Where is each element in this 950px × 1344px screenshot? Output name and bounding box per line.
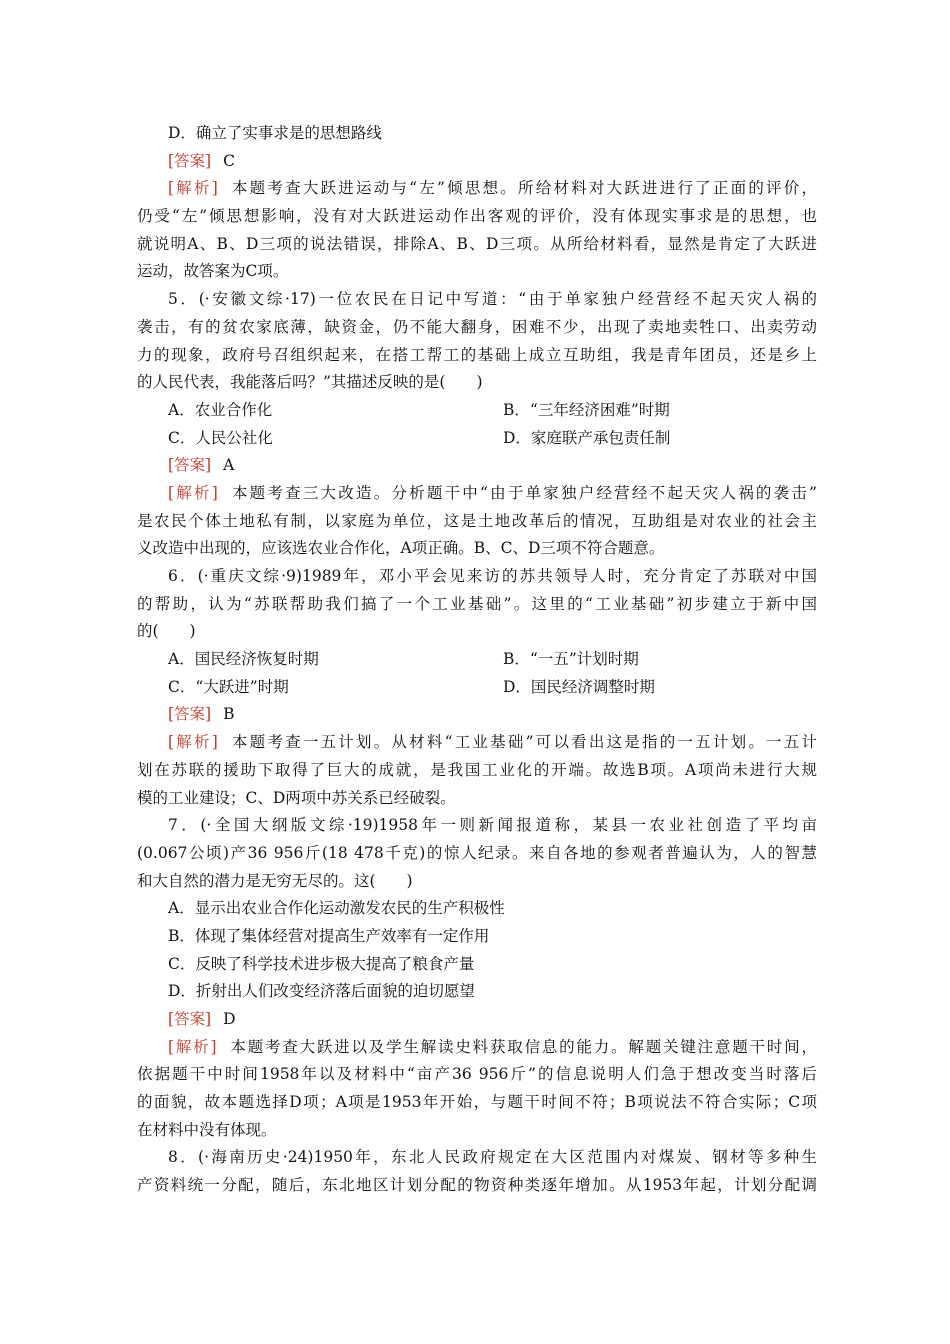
answer-tag: [答案] [168, 151, 212, 170]
analysis-tag: [解析] [168, 1037, 217, 1056]
q4-analysis-line-4: 运动，故答案为C项。 [137, 262, 289, 281]
q5-analysis-line-1: [解析] 本题考查三大改造。分析题干中“由于单家独户经营经不起天灾人祸的袭击” [168, 483, 817, 502]
q5-option-d: D．家庭联产承包责任制 [503, 428, 671, 447]
analysis-tag: [解析] [168, 483, 218, 502]
answer-value: C [223, 151, 235, 170]
q5-stem-line-1: 5．(·安徽文综·17)一位农民在日记中写道：“由于单家独户经营经不起天灾人祸的 [168, 290, 817, 309]
q6-stem-line-1: 6．(·重庆文综·9)1989年，邓小平会见来访的苏共领导人时，充分肯定了苏联对中国 [168, 567, 817, 585]
q4-analysis-line-3: 就说明A、B、D三项的说法错误，排除A、B、D三项。从所给材料看，显然是肯定了大跃进 [137, 234, 817, 253]
q6-option-c: C．“大跃进”时期 [168, 677, 289, 696]
q5-options-row-1 [137, 397, 817, 425]
q5-option-a: A．农业合作化 [168, 400, 273, 419]
q5-option-b: B．“三年经济困难”时期 [503, 400, 670, 419]
analysis-tag: [解析] [168, 179, 218, 198]
q6-stem-line-3: 的( ) [137, 622, 196, 641]
q6-options-row-1 [137, 646, 817, 674]
q7-stem-line-2: (0.067公顷)产36 956斤(18 478千克)的惊人纪录。来自各地的参观者普遍认为，人的智慧 [137, 843, 817, 862]
q7-analysis-line-3: 的面貌，故本题选择D项；A项是1953年开始，与题干时间不符；B项说法不符合实际；C项 [137, 1093, 817, 1112]
q5-stem-line-2: 袭击，有的贫农家底薄，缺资金，仍不能大翻身，困难不少，出现了卖地卖牲口、出卖劳动 [137, 317, 817, 336]
q7-option-c: C．反映了科学技术进步极大提高了粮食产量 [168, 954, 475, 973]
answer-tag: [答案] [168, 1010, 212, 1028]
q6-options-row-2 [137, 674, 817, 702]
q5-options-row-2 [137, 425, 817, 453]
q6-analysis-line-3: 模的工业建设；C、D两项中苏关系已经破裂。 [137, 788, 456, 807]
q5-analysis-line-2: 是农民个体土地私有制，以家庭为单位，这是土地改革后的情况，互助组是对农业的社会主 [137, 511, 817, 530]
answer-tag: [答案] [168, 456, 212, 475]
q7-analysis-line-2: 依据题干中时间1958年以及材料中“亩产36 956斤”的信息说明人们急于想改变当时落后 [137, 1065, 817, 1084]
q6-option-d: D．国民经济调整时期 [503, 677, 655, 696]
answer-value: D [223, 1010, 236, 1028]
answer-value: B [223, 705, 235, 724]
analysis-tag: [解析] [168, 733, 218, 752]
q6-answer [137, 701, 817, 729]
answer-value: A [223, 456, 235, 475]
q7-analysis-line-1: [解析] 本题考查大跃进以及学生解读史料获取信息的能力。解题关键注意题干时间， [168, 1037, 817, 1056]
q4-answer [137, 148, 817, 176]
q8-stem-line-1: 8．(·海南历史·24)1950年，东北人民政府规定在大区范围内对煤炭、钢材等多种生 [168, 1148, 817, 1167]
q7-stem-line-1: 7．(·全国大纲版文综·19)1958年一则新闻报道称，某县一农业社创造了平均亩 [168, 816, 817, 835]
q5-option-c: C．人民公社化 [168, 428, 273, 447]
q7-analysis-line-4: 在材料中没有体现。 [137, 1120, 277, 1139]
q7-option-a: A．显示出农业合作化运动激发农民的生产积极性 [168, 899, 505, 918]
q4-analysis-line-1: [解析] 本题考查大跃进运动与“左”倾思想。所给材料对大跃进进行了正面的评价， [168, 179, 817, 198]
q5-answer [137, 452, 817, 480]
q8-stem-line-2: 产资料统一分配，随后，东北地区计划分配的物资种类逐年增加。从1953年起，计划分配调 [137, 1176, 817, 1195]
question-content [137, 120, 817, 1200]
q6-stem-line-2: 的帮助，认为“苏联帮助我们搞了一个工业基础”。这里的“工业基础”初步建立于新中国 [137, 594, 817, 613]
q4-option-d: D．确立了实事求是的思想路线 [168, 124, 382, 142]
q5-stem-line-3: 力的现象，政府号召组织起来，在搭工帮工的基础上成立互助组，我是青年团员，还是乡上 [137, 345, 817, 364]
q4-analysis-line-2: 仍受“左”倾思想影响，没有对大跃进运动作出客观的评价，没有体现实事求是的思想，也 [137, 207, 817, 226]
q6-option-a: A．国民经济恢复时期 [168, 650, 319, 669]
answer-tag: [答案] [168, 705, 212, 724]
q5-analysis-line-3: 义改造中出现的，应该选农业合作化，A项正确。B、C、D三项不符合题意。 [137, 539, 665, 558]
q7-stem-line-3: 和大自然的潜力是无穷无尽的。这( ) [137, 871, 413, 890]
q5-stem-line-4: 的人民代表，我能落后吗？”其描述反映的是( ) [137, 373, 483, 392]
q7-answer [137, 1006, 817, 1034]
q6-analysis-line-2: 划在苏联的援助下取得了巨大的成就，是我国工业化的开端。故选B项。A项尚未进行大规 [137, 760, 817, 779]
q7-option-b: B．体现了集体经营对提高生产效率有一定作用 [168, 926, 490, 945]
q6-option-b: B．“一五”计划时期 [503, 650, 639, 669]
q6-analysis-line-1: [解析] 本题考查一五计划。从材料“工业基础”可以看出这是指的一五计划。一五计 [168, 733, 817, 752]
q7-option-d: D．折射出人们改变经济落后面貌的迫切愿望 [168, 982, 475, 1001]
